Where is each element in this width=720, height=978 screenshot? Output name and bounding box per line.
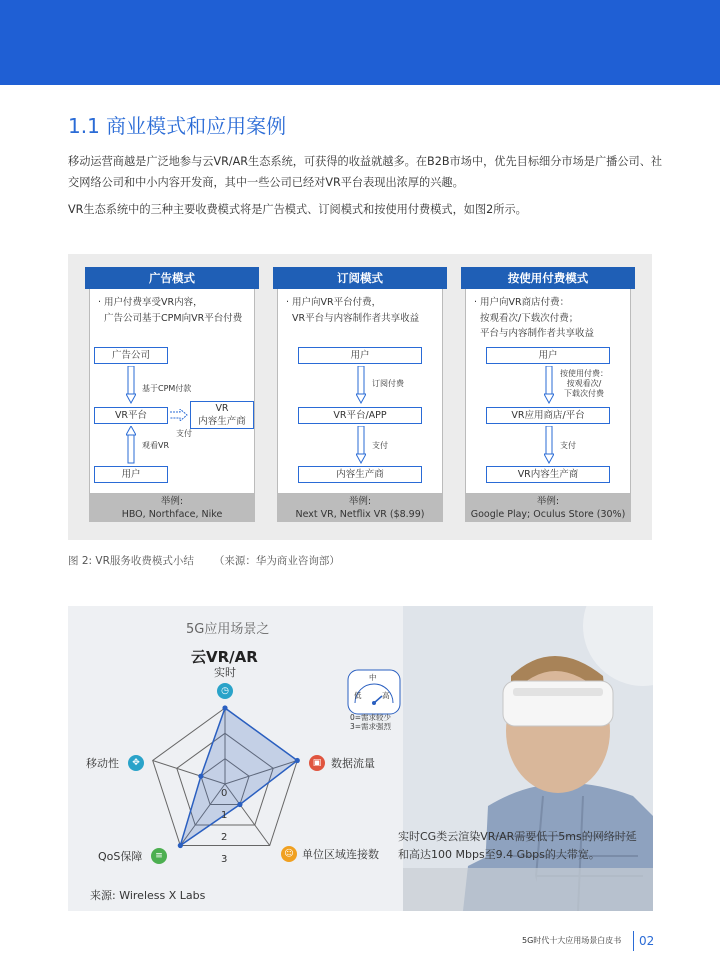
node-vr-platform-app: VR平台/APP — [298, 407, 422, 424]
column-body — [465, 289, 631, 494]
arrow-label: 支付 — [560, 441, 576, 450]
models-paragraph: VR生态系统中的三种主要收费模式将是广告模式、订阅模式和按使用付费模式，如图2所示。 — [68, 203, 527, 216]
gauge-mid-label: 中 — [369, 673, 377, 682]
down-arrow-icon — [544, 366, 554, 404]
column-example — [89, 494, 255, 522]
desc-line: 广告公司基于CPM向VR平台付费 — [98, 312, 243, 324]
pay-per-use-column — [461, 267, 635, 522]
infographic-pre-title: 5G应用场景之 — [186, 622, 270, 637]
data-icon: ▣ — [309, 755, 325, 771]
down-arrow-icon — [356, 366, 366, 404]
column-description — [98, 295, 258, 326]
desc-line: 平台与内容制作者共享收益 — [474, 328, 595, 339]
radar-level-label: 2 — [221, 832, 228, 843]
node-vr-app-store: VR应用商店/平台 — [486, 407, 610, 424]
example-label: 举例: — [536, 496, 560, 507]
axis-label-qos: QoS保障 — [98, 850, 143, 863]
column-header: 按使用付费模式 — [461, 267, 635, 289]
down-arrow-icon — [126, 366, 136, 404]
radar-point — [295, 758, 300, 763]
infographic-title: 云VR/AR — [191, 648, 258, 666]
footer-title: 5G时代十大应用场景白皮书 — [522, 936, 622, 945]
radar-level-label: 1 — [221, 810, 228, 821]
column-description — [474, 295, 634, 342]
gauge-high-label: 高 — [382, 691, 390, 700]
vr-user-photo — [403, 606, 653, 911]
right-arrow-icon — [170, 409, 188, 421]
gauge-note: 0=需求较少 — [350, 713, 392, 722]
column-body — [277, 289, 443, 494]
desc-line: · 用户向VR商店付费： — [474, 297, 570, 308]
radar-point — [178, 843, 183, 848]
gauge-note: 3=需求强烈 — [350, 722, 392, 731]
subscription-model-column — [273, 267, 447, 522]
gauge-legend — [350, 713, 391, 731]
example-text: Next VR, Netflix VR ($8.99) — [295, 509, 425, 520]
column-header: 广告模式 — [85, 267, 259, 289]
page-number: 02 — [633, 931, 654, 951]
example-label: 举例: — [348, 496, 372, 507]
photo-caption: 实时CG类云渲染VR/AR需要低于5ms的网络时延和高达100 Mbps至9.4 Gbps的大带宽。 — [398, 830, 637, 861]
axis-label-connections: 单位区域连接数 — [302, 848, 379, 861]
desc-line: · 用户付费享受VR内容， — [98, 297, 203, 308]
node-ad-company: 广告公司 — [94, 347, 168, 364]
arrow-label: 按使用付费： 按观看次/ 下载次付费 — [560, 369, 608, 398]
desc-line: VR平台与内容制作者共享收益 — [286, 312, 420, 324]
column-header: 订阅模式 — [273, 267, 447, 289]
arrow-label: 订阅付费 — [372, 379, 404, 388]
mobility-icon: ✥ — [128, 755, 144, 771]
column-example — [465, 494, 631, 522]
column-example — [277, 494, 443, 522]
radar-point — [222, 705, 227, 710]
gauge-low-label: 低 — [354, 691, 362, 700]
infographic-source: 来源: Wireless X Labs — [90, 889, 206, 902]
example-text: HBO, Northface, Nike — [121, 509, 223, 520]
ad-model-column — [85, 267, 259, 522]
arrow-label: 观看VR — [142, 441, 170, 450]
arrow-label: 支付 — [372, 441, 388, 450]
business-model-figure — [68, 254, 652, 540]
axis-label-mobility: 移动性 — [86, 757, 119, 770]
radar-point — [237, 802, 242, 807]
example-label: 举例: — [160, 496, 184, 507]
example-text: Google Play; Oculus Store (30%) — [470, 509, 626, 520]
column-description — [286, 295, 446, 326]
node-vr-content-producer: VR 内容生产商 — [190, 401, 254, 429]
node-content-producer: 内容生产商 — [298, 466, 422, 483]
arrow-label: 基于CPM付款 — [142, 384, 192, 393]
down-arrow-icon — [544, 426, 554, 464]
section-title: 1.1 商业模式和应用案例 — [68, 114, 287, 138]
node-user: 用户 — [486, 347, 610, 364]
radar-level-label: 3 — [221, 854, 228, 865]
qos-icon: ≡ — [151, 848, 167, 864]
radar-point — [198, 774, 203, 779]
header-banner — [0, 0, 720, 85]
up-arrow-icon — [126, 426, 136, 464]
desc-line: · 用户向VR平台付费， — [286, 297, 382, 308]
desc-line: 按观看次/下载次付费； — [474, 312, 579, 324]
node-vr-platform: VR平台 — [94, 407, 168, 424]
figure-caption: 图 2: VR服务收费模式小结 （来源：华为商业咨询部） — [68, 555, 340, 567]
node-user: 用户 — [298, 347, 422, 364]
axis-label-data-traffic: 数据流量 — [331, 757, 375, 770]
node-user: 用户 — [94, 466, 168, 483]
people-icon: ☺ — [281, 846, 297, 862]
node-vr-content-producer: VR内容生产商 — [486, 466, 610, 483]
column-body — [89, 289, 255, 494]
clock-icon: ◷ — [217, 683, 233, 699]
axis-label-realtime: 实时 — [214, 666, 236, 679]
down-arrow-icon — [356, 426, 366, 464]
vr-user-illustration — [403, 606, 653, 911]
arrow-label: 支付 — [176, 429, 192, 438]
intro-paragraph: 移动运营商越是广泛地参与云VR/AR生态系统，可获得的收益就越多。在B2B市场中，优先目标细分市场是广播公司、社交网络公司和中小内容开发商，其中一些公司已经对VR平台表现出浓厚的兴趣。 — [68, 155, 663, 189]
radar-level-label: 0 — [221, 788, 228, 799]
scenario-infographic — [68, 606, 653, 911]
